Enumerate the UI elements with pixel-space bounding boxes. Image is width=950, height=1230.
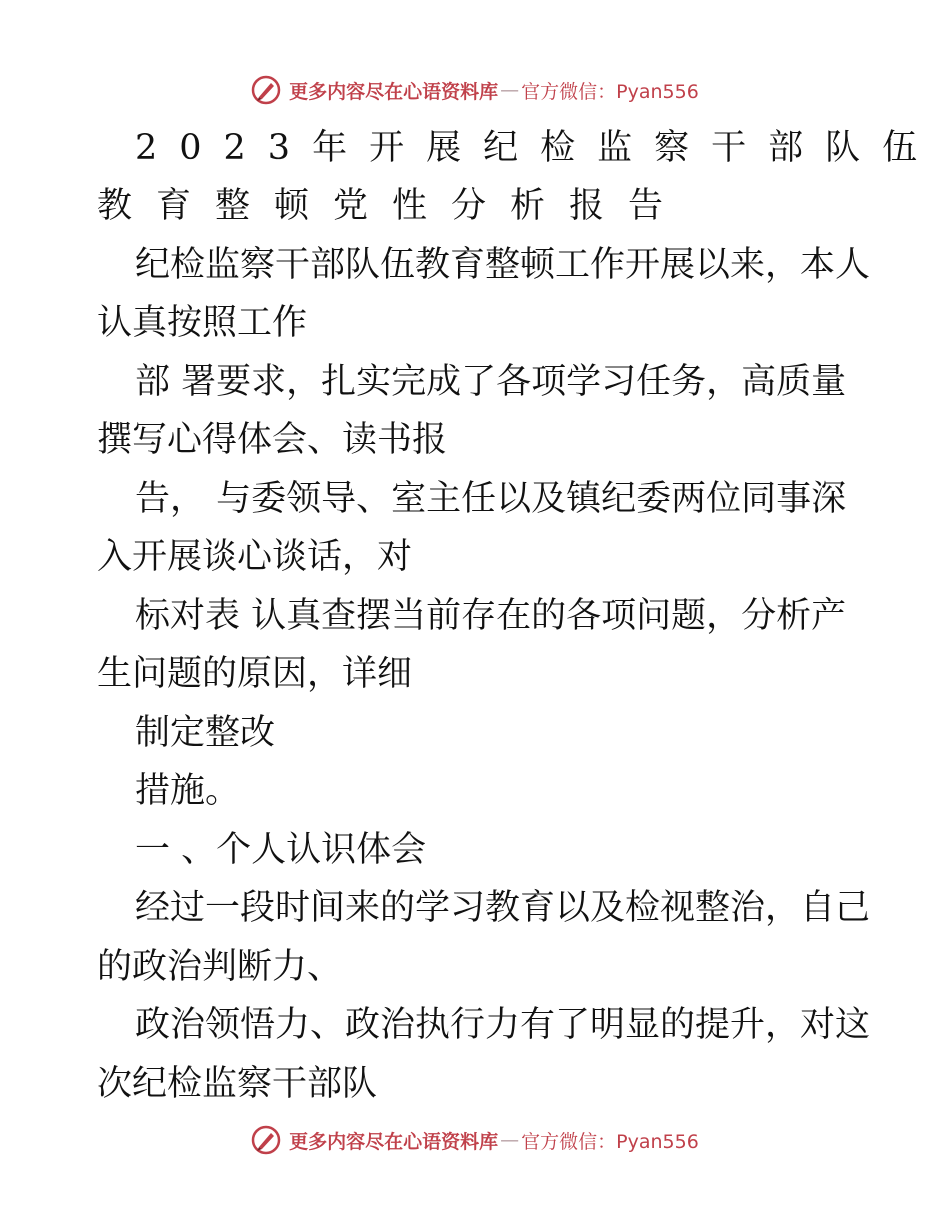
paragraph-line: 的政治判断力、 (97, 947, 343, 987)
banner-wechat: 官方微信：Pyan556 (521, 80, 699, 103)
paragraph-line: 标对表 认真查摆当前存在的各项问题，分析产 (135, 596, 847, 636)
paragraph-line: 认真按照工作 (97, 303, 308, 343)
banner-text: 更多内容尽在心语资料库 (289, 1130, 499, 1153)
pen-circle-logo-icon (251, 1125, 281, 1155)
paragraph-line: 政治领悟力、政治执行力有了明显的提升，对这 (135, 1005, 871, 1045)
section-heading: 一 、个人认识体会 (135, 830, 427, 870)
document-title-line-1: 2023年开展纪检监察干部队伍 (135, 128, 940, 168)
banner-text: 更多内容尽在心语资料库 (289, 80, 499, 103)
paragraph-line: 制定整改 (135, 713, 276, 753)
paragraph-line: 入开展谈心谈话，对 (97, 537, 413, 577)
paragraph-line: 部 署要求，扎实完成了各项学习任务，高质量 (135, 362, 847, 402)
paragraph-line: 纪检监察干部队伍教育整顿工作开展以来，本人 (135, 245, 871, 285)
paragraph-line: 撰写心得体会、读书报 (97, 420, 448, 460)
paragraph-line: 告， 与委领导、室主任以及镇纪委两位同事深 (135, 479, 847, 519)
header-watermark-banner (0, 70, 950, 110)
banner-dash: — (500, 1129, 520, 1151)
footer-watermark-banner (0, 1120, 950, 1160)
paragraph-line: 措施。 (135, 771, 241, 811)
paragraph-line: 生问题的原因，详细 (97, 654, 413, 694)
document-title-line-2: 教育整顿党性分析报告 (97, 186, 688, 226)
paragraph-line: 次纪检监察干部队 (97, 1064, 378, 1104)
banner-wechat: 官方微信：Pyan556 (521, 1130, 699, 1153)
paragraph-line: 经过一段时间来的学习教育以及检视整治，自己 (135, 888, 871, 928)
banner-dash: — (500, 79, 520, 101)
pen-circle-logo-icon (251, 75, 281, 105)
